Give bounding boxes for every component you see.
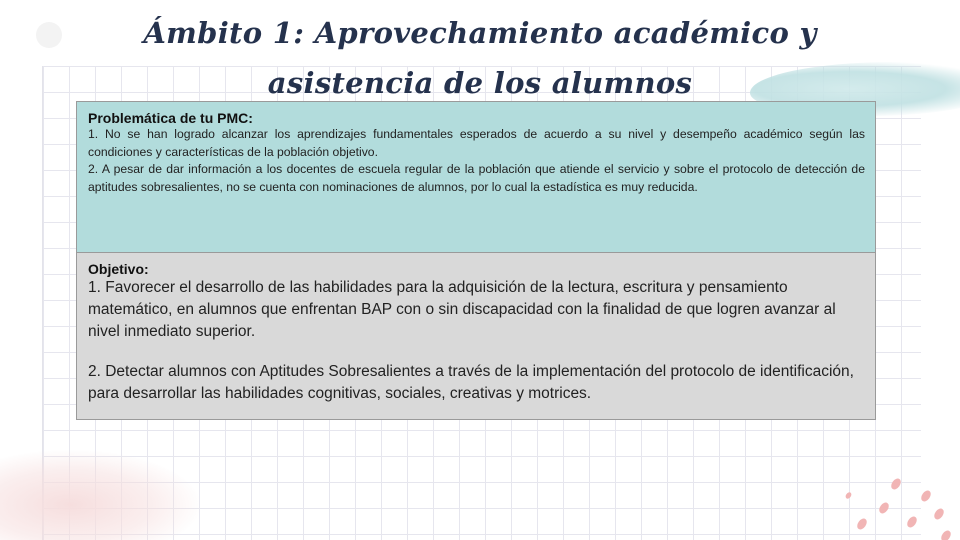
problem-item: 2. A pesar de dar información a los docentes de escuela regular de la población que atiende el servicio y sobre el protocolo de detección de aptitudes sobresalientes, no se cuenta con nominaciones de alumnos, por lo cual la estadística es muy reducida.	[88, 162, 865, 194]
objective-spacer	[88, 343, 865, 361]
objective-card	[76, 253, 876, 420]
objective-item: 2. Detectar alumnos con Aptitudes Sobresalientes a través de la implementación del protocolo de identificación, para desarrollar las habilidades cognitivas, sociales, creativas y motrices.	[88, 363, 854, 402]
problem-heading: Problemática de tu PMC:	[88, 110, 253, 126]
problem-card	[76, 101, 876, 253]
problem-item: 1. No se han logrado alcanzar los aprendizajes fundamentales esperados de acuerdo a su nivel y desempeño académico según las condiciones y características de la población objetivo.	[88, 127, 865, 159]
decorative-circle	[36, 22, 62, 48]
objective-item: 1. Favorecer el desarrollo de las habilidades para la adquisición de la lectura, escritura y pensamiento matemático, en alumnos que enfrentan BAP con o sin discapacidad con la finalidad de que logren avanzar al nivel inmediato superior.	[88, 279, 836, 340]
slide-title: Ámbito 1: Aprovechamiento académico y asistencia de los alumnos	[143, 16, 817, 100]
objective-heading: Objetivo:	[88, 261, 149, 277]
